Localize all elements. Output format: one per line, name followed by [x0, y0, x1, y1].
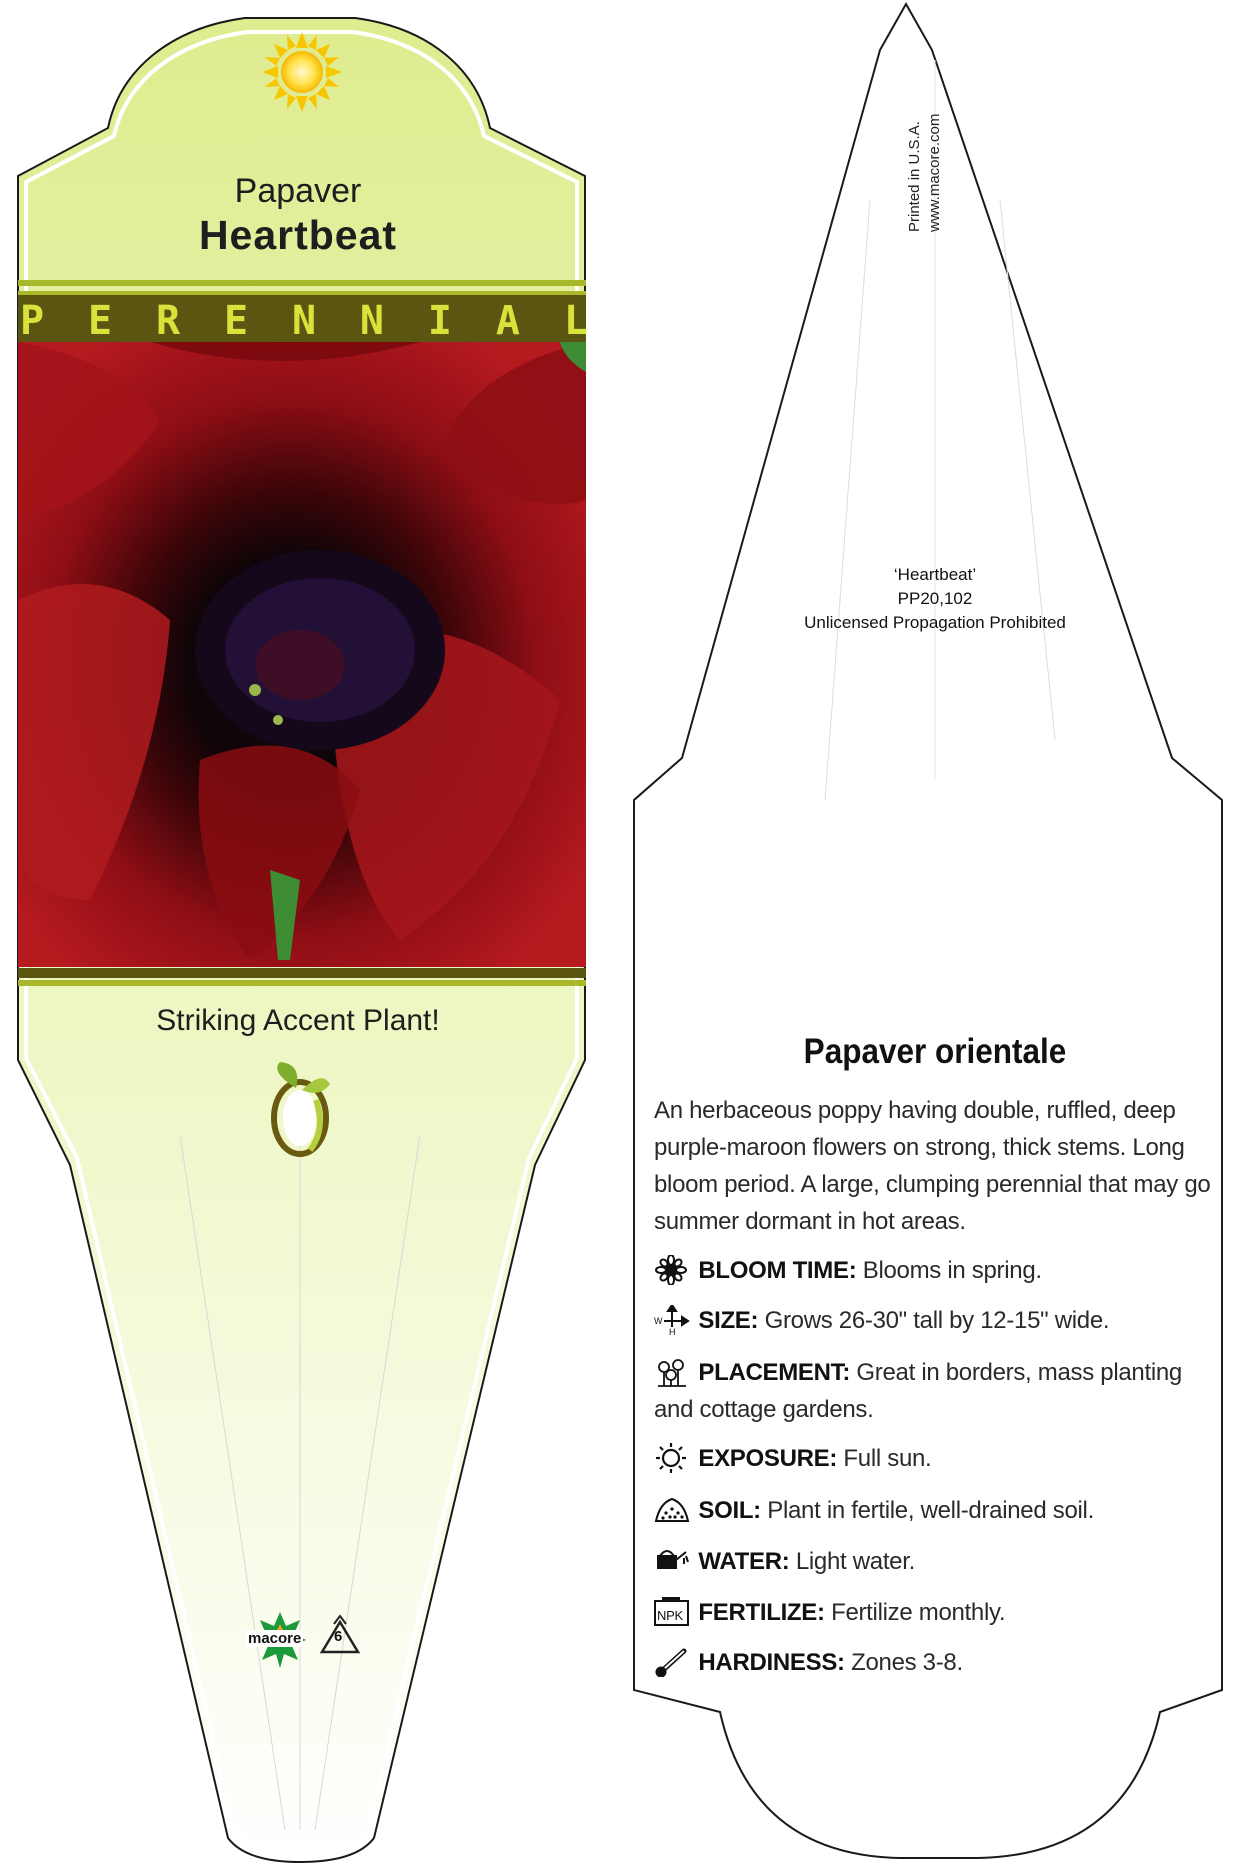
care-row-placement: [654, 1354, 1214, 1428]
npk-icon: [654, 1597, 692, 1627]
band-letter: R: [155, 298, 181, 344]
care-label: BLOOM TIME:: [698, 1257, 857, 1284]
svg-text:W: W: [654, 1316, 663, 1326]
care-row-soil: [654, 1492, 1214, 1529]
band-letter: N: [291, 298, 317, 344]
recycle-code: 6: [334, 1628, 343, 1645]
care-text: Plant in fertile, well-drained soil.: [767, 1497, 1094, 1524]
band-letter: N: [359, 298, 385, 344]
sun-icon: [654, 1443, 692, 1473]
care-label: SIZE:: [698, 1307, 759, 1334]
tagline: Striking Accent Plant!: [156, 1004, 440, 1037]
band-letter: L: [563, 298, 588, 344]
cultivar-name: Heartbeat: [198, 212, 398, 258]
band-letter: E: [223, 298, 249, 344]
watering-can-icon: [654, 1546, 692, 1576]
care-text: Great in borders, mass planting and cottage gardens.: [654, 1359, 1182, 1423]
svg-text:H: H: [669, 1327, 676, 1335]
patent-notice: [700, 563, 1170, 635]
care-row-bloom: [654, 1252, 1214, 1289]
brand-name: macore: [248, 1630, 302, 1647]
band-letter: E: [87, 298, 113, 344]
care-text: Full sun.: [843, 1445, 932, 1472]
care-label: SOIL:: [698, 1497, 761, 1524]
genus-name: Papaver: [234, 172, 362, 210]
size-arrows-icon: [654, 1305, 692, 1335]
patent-cultivar: ‘Heartbeat’: [893, 565, 977, 584]
sun-logo-icon: [262, 32, 342, 112]
care-text: Light water.: [795, 1548, 915, 1575]
care-label: HARDINESS:: [698, 1649, 845, 1676]
care-row-fertilize: [654, 1594, 1214, 1631]
band-letter: I: [427, 298, 452, 344]
website: www.macore.com: [926, 113, 943, 232]
printed-in-usa: Printed in U.S.A.: [906, 121, 923, 232]
band-letter: A: [495, 298, 520, 344]
care-label: FERTILIZE:: [698, 1599, 825, 1626]
care-row-hardiness: [654, 1644, 1214, 1681]
care-text: Grows 26-30" tall by 12-15" wide.: [764, 1307, 1110, 1334]
poppy-photo: [18, 342, 586, 967]
thermometer-icon: [654, 1647, 692, 1677]
care-row-water: [654, 1543, 1214, 1580]
care-text: Zones 3-8.: [851, 1649, 963, 1676]
care-label: EXPOSURE:: [698, 1445, 838, 1472]
perennial-band-text: [20, 298, 588, 348]
care-text: Blooms in spring.: [862, 1257, 1042, 1284]
soil-icon: [654, 1495, 692, 1525]
scientific-name: Papaver orientale: [803, 1032, 1067, 1071]
care-row-size: [654, 1302, 1214, 1339]
care-row-exposure: [654, 1440, 1214, 1477]
patent-number: PP20,102: [897, 589, 973, 608]
plant-description: An herbaceous poppy having double, ruffled, deep purple-maroon flowers on strong, thick stems. Long bloom period. A large, clumping perennial that may go summer dormant in hot areas.: [654, 1097, 1211, 1235]
band-letter: P: [20, 298, 45, 344]
care-text: Fertilize monthly.: [831, 1599, 1006, 1626]
patent-warning: Unlicensed Propagation Prohibited: [804, 613, 1066, 632]
printed-credit: [900, 90, 960, 240]
care-label: WATER:: [698, 1548, 790, 1575]
plants-icon: [654, 1357, 692, 1387]
npk-label: NPK: [657, 1608, 683, 1623]
care-label: PLACEMENT:: [698, 1359, 851, 1386]
flower-icon: [654, 1255, 692, 1285]
